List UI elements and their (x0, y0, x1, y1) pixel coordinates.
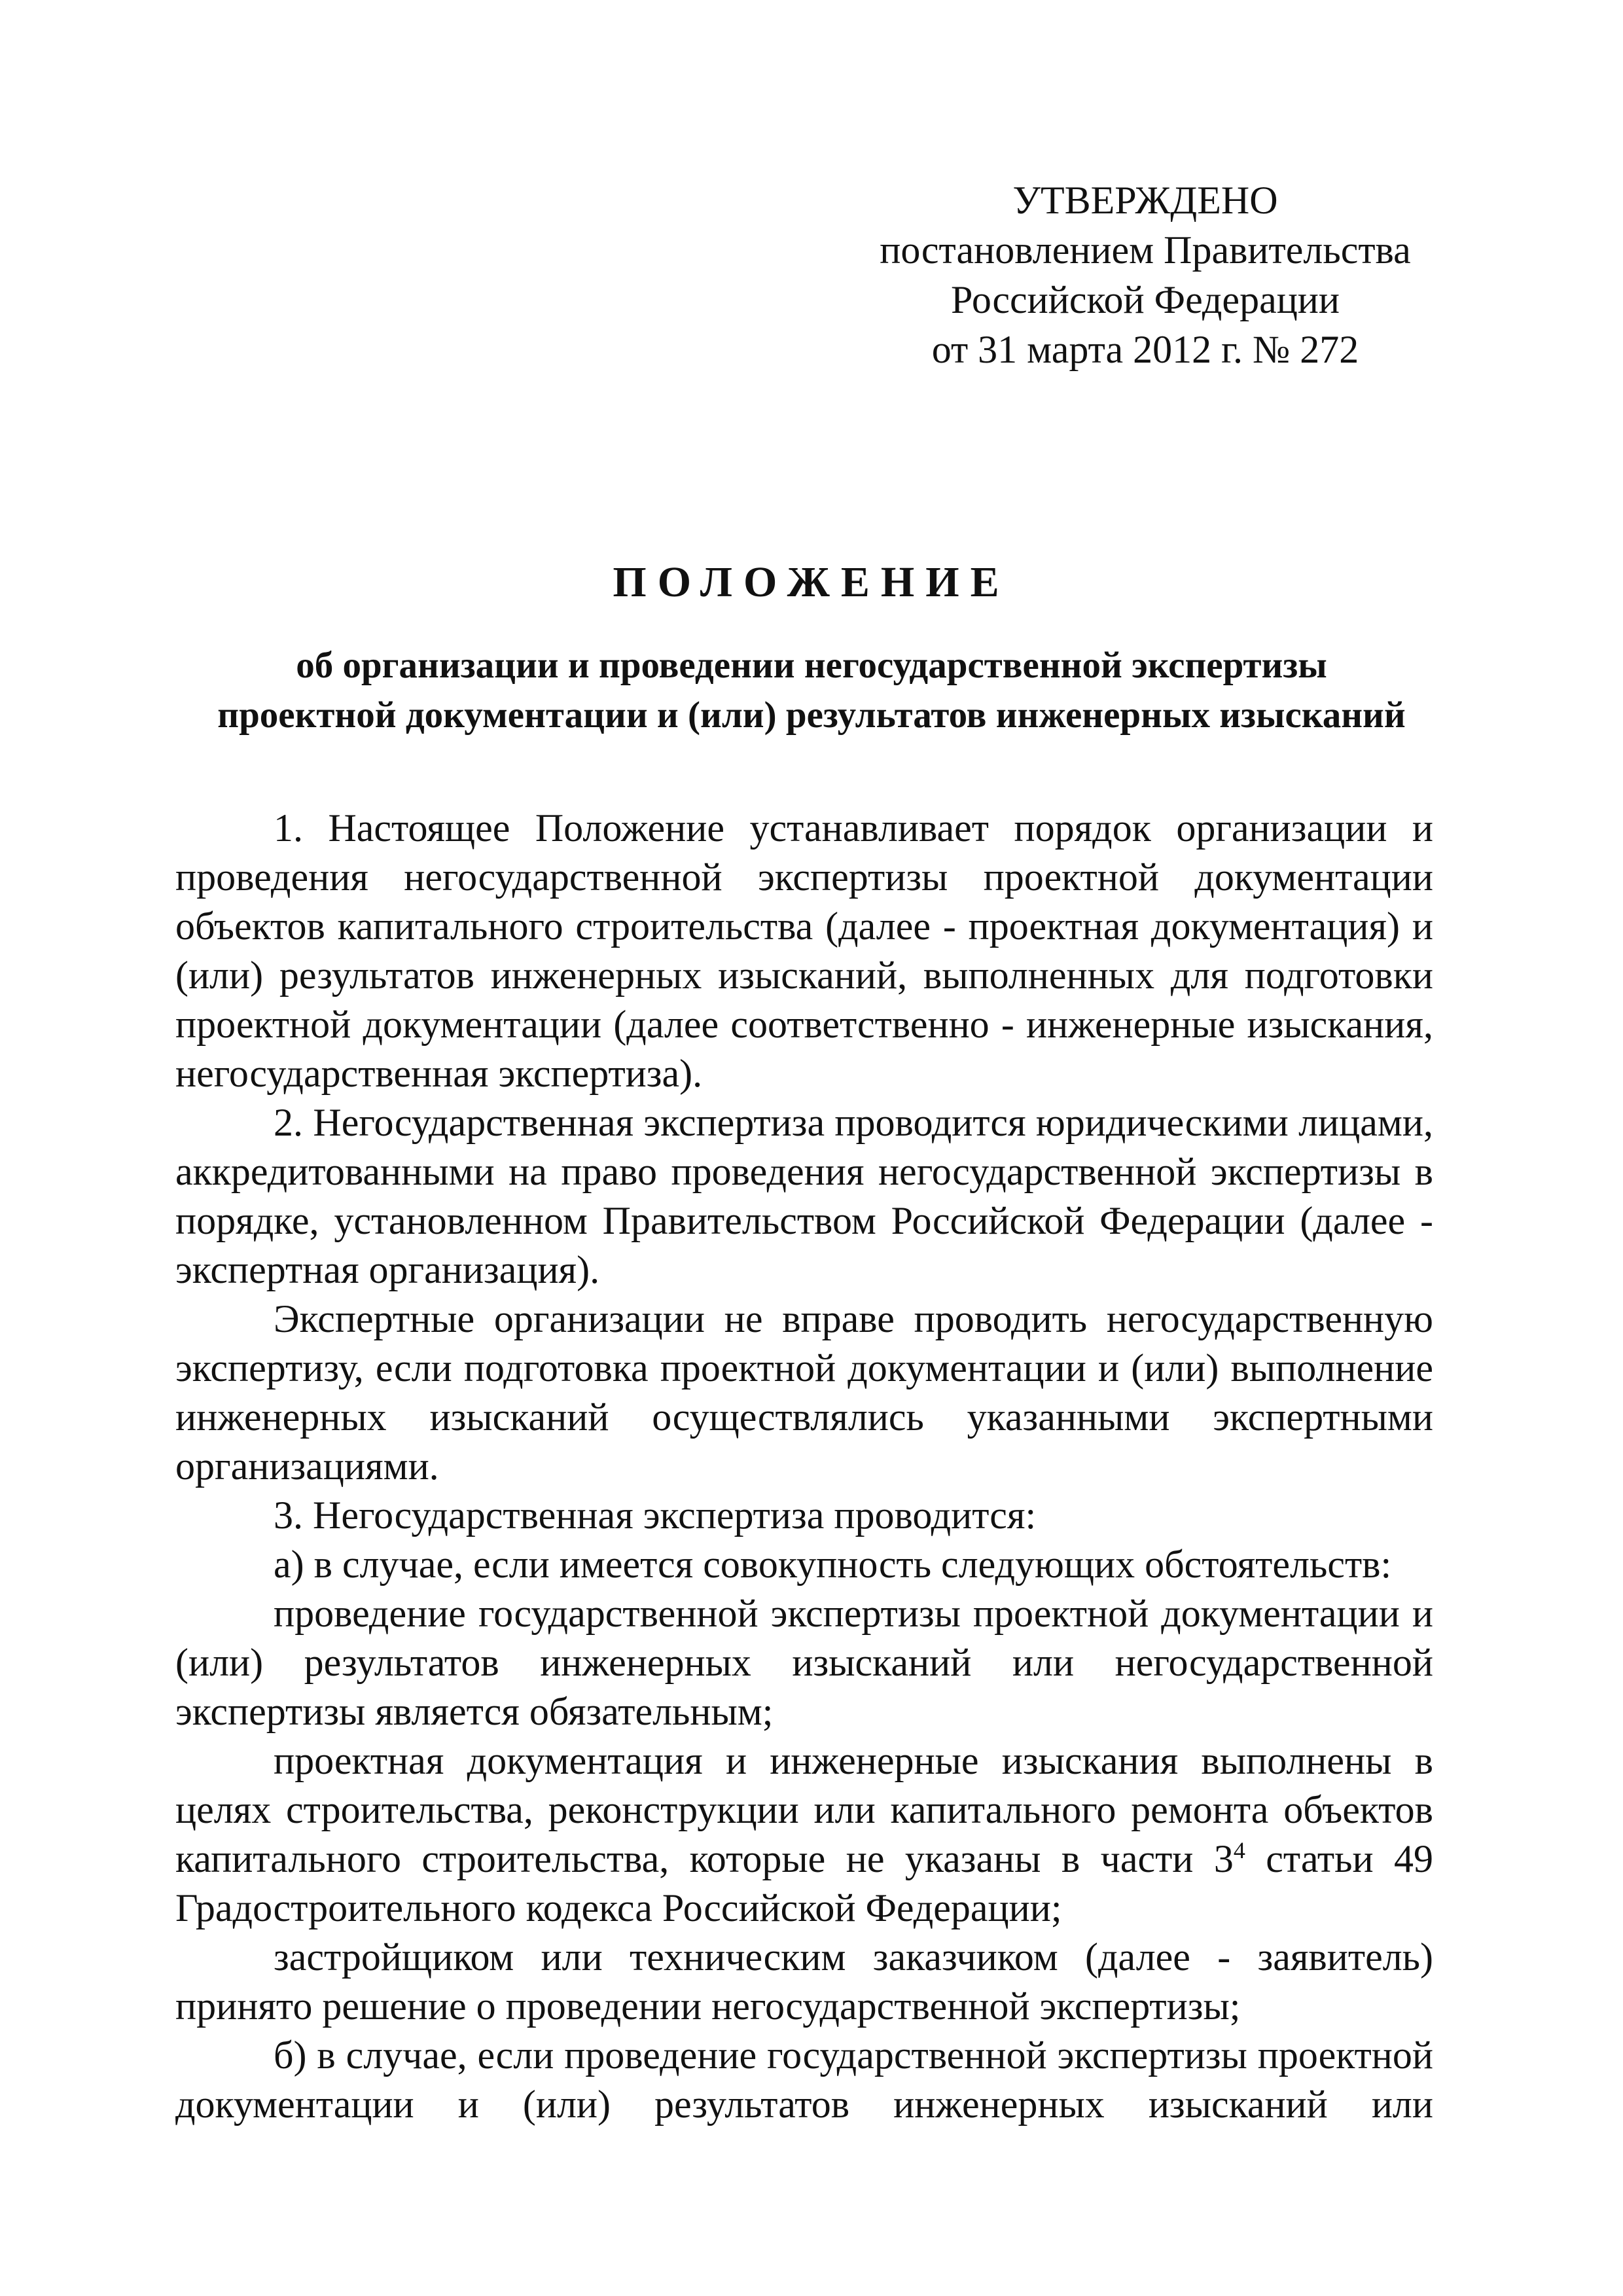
approval-stamp (851, 175, 1440, 374)
paragraph-7-text: проектная документация и инженерные изыскания выполнены в целях строительства, реконструкции или капитального ремонта объектов капитального строительства, которые не указаны в части 3 (175, 1739, 1433, 1880)
approval-title: УТВЕРЖДЕНО (1012, 179, 1278, 222)
paragraph-8: застройщиком или техническим заказчиком (далее - заявитель) принято решение о проведении негосударственной экспертизы; (175, 1935, 1433, 2028)
paragraph-7-superscript: 4 (1233, 1837, 1245, 1863)
document-subtitle-line: проектной документации и (или) результатов инженерных изысканий (217, 694, 1406, 736)
approval-date-number: от 31 марта 2012 г. № 272 (931, 328, 1359, 371)
document-subtitle-line: об организации и проведении негосударственной экспертизы (296, 645, 1327, 686)
document-title-block (144, 553, 1479, 740)
approval-country: Российской Федерации (950, 278, 1340, 321)
document-subtitle (144, 641, 1479, 740)
approval-resolution: постановлением Правительства (880, 228, 1411, 272)
paragraph-4: 3. Негосударственная экспертиза проводится: (274, 1494, 1037, 1537)
paragraph-2: 2. Негосударственная экспертиза проводится юридическими лицами, аккредитованными на право проведения негосударственной экспертизы в порядке, установленном Правительством Российской Федерации (далее - экспертная организация). (175, 1101, 1433, 1291)
document-body (175, 804, 1433, 2129)
paragraph-6: проведение государственной экспертизы проектной документации и (или) результатов инженерных изысканий или негосударственной экспертизы является обязательным; (175, 1592, 1433, 1733)
paragraph-7-text-end: статьи 49 Градостроительного кодекса Российской Федерации; (175, 1837, 1433, 1929)
paragraph-5: а) в случае, если имеется совокупность следующих обстоятельств: (274, 1543, 1392, 1586)
paragraph-9: б) в случае, если проведение государственной экспертизы проектной документации и (или) результатов инженерных изысканий или (175, 2034, 1433, 2126)
paragraph-3: Экспертные организации не вправе проводить негосударственную экспертизу, если подготовка проектной документации и (или) выполнение инженерных изысканий осуществлялись указанными экспертными организациями. (175, 1297, 1433, 1488)
document-heading: ПОЛОЖЕНИЕ (613, 558, 1010, 606)
paragraph-7 (175, 1736, 1433, 1933)
paragraph-1: 1. Настоящее Положение устанавливает порядок организации и проведения негосударственной экспертизы проектной документации объектов капитального строительства (далее - проектная документация) и (или) результатов инженерных изысканий, выполненных для подготовки проектной документации (далее соответственно - инженерные изыскания, негосударственная экспертиза). (175, 806, 1433, 1095)
